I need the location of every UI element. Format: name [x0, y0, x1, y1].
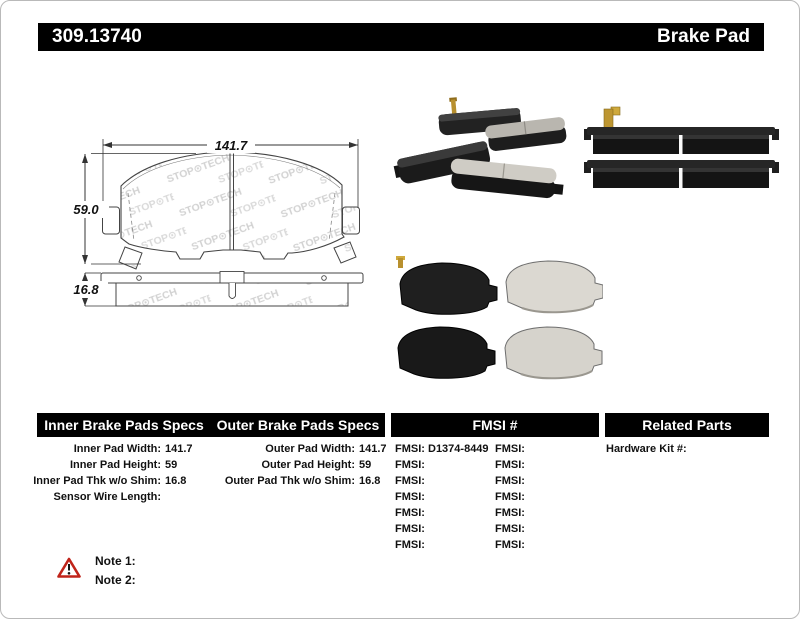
spec-value: [687, 441, 691, 457]
spec-row: [31, 473, 207, 489]
part-number: 309.13740: [52, 26, 142, 47]
sensor-pin: [451, 99, 457, 115]
fmsi-row: FMSI:: [495, 491, 525, 503]
outer-specs-column: [207, 441, 399, 489]
spec-value: 59: [359, 459, 372, 471]
dim-height-label: 59.0: [73, 202, 99, 217]
pad-front-view: [121, 152, 344, 259]
plate-center-tab: [220, 272, 244, 284]
brake-pad-edge: [584, 160, 779, 188]
fmsi-header: FMSI #: [472, 417, 518, 433]
warning-triangle-icon: [57, 557, 81, 579]
header-bar: [38, 23, 764, 51]
technical-drawing: [41, 126, 386, 321]
fmsi-row: FMSI:: [495, 459, 525, 471]
dim-arrow: [103, 142, 112, 148]
spec-label: Sensor Wire Length:: [53, 491, 161, 503]
fmsi-row: FMSI:: [395, 523, 425, 535]
friction-center-slot: [229, 283, 236, 299]
related-parts-header-bar: [605, 413, 769, 437]
spec-value: 16.8: [359, 475, 381, 487]
brake-pad-edge-with-clip: [584, 107, 779, 154]
spec-label: Hardware Kit #:: [606, 443, 687, 455]
spec-row: [606, 441, 771, 457]
fmsi-row: FMSI:: [495, 539, 525, 551]
spec-label: Outer Pad Height:: [261, 459, 355, 471]
sensor-clip: [604, 109, 613, 129]
spec-value: 16.8: [165, 475, 187, 487]
fmsi-row: FMSI:: [395, 539, 425, 551]
pad-ear-right: [343, 207, 360, 234]
inner-specs-column: [31, 441, 207, 505]
spec-label: Outer Pad Thk w/o Shim:: [224, 475, 355, 487]
spec-label: Inner Pad Thk w/o Shim:: [33, 475, 161, 487]
brake-pad-friction-view: [506, 261, 603, 312]
fmsi-header-bar: [391, 413, 599, 437]
spec-value: 141.7: [359, 443, 387, 455]
fmsi-row: FMSI:: [495, 523, 525, 535]
dim-thickness-label: 16.8: [73, 282, 99, 297]
sensor-clip: [398, 258, 403, 268]
brake-pad-back-view: [398, 327, 495, 378]
fmsi-row: FMSI:: [395, 507, 425, 519]
fmsi-row: FMSI:: [395, 491, 425, 503]
spec-row: [31, 441, 207, 457]
spec-row: [31, 457, 207, 473]
rivet-hole: [137, 276, 142, 281]
spec-value: 141.7: [165, 443, 193, 455]
dim-arrow: [82, 273, 88, 281]
specs-header-bar: [37, 413, 385, 437]
fmsi-column-1: [395, 441, 495, 553]
pad-nub-left: [119, 247, 142, 269]
spec-row: [207, 457, 399, 473]
fmsi-row: FMSI:: [395, 459, 425, 471]
dim-arrow: [349, 142, 358, 148]
spec-row: [31, 489, 207, 505]
brake-pad-back-view: [396, 256, 497, 314]
product-name: Brake Pad: [657, 26, 750, 47]
product-photo-pads-edge-view: [584, 96, 779, 208]
brake-pad-friction-up: [449, 158, 566, 200]
note-2: Note 2:: [95, 573, 136, 587]
product-photo-pads-front-back: [388, 254, 603, 386]
fmsi-row: FMSI:: [495, 443, 525, 455]
fmsi-row: FMSI: D1374-8449: [395, 443, 489, 455]
pad-nub-right: [334, 242, 356, 263]
spec-value: [161, 489, 165, 505]
dim-arrow: [82, 154, 88, 163]
dim-width-label: 141.7: [214, 138, 248, 153]
related-parts-column: [606, 441, 771, 457]
dim-arrow: [82, 298, 88, 306]
rivet-hole: [322, 276, 327, 281]
spec-row: [207, 473, 399, 489]
fmsi-column-2: [495, 441, 595, 553]
fmsi-row: FMSI:: [495, 507, 525, 519]
spec-label: Inner Pad Height:: [69, 459, 161, 471]
note-1: Note 1:: [95, 554, 136, 568]
product-photo-pad-set-angled: [393, 87, 568, 219]
spec-row: [207, 441, 399, 457]
brake-pad-friction-view: [505, 327, 602, 378]
outer-specs-header: Outer Brake Pads Specs: [216, 417, 380, 433]
related-parts-header: Related Parts: [642, 417, 732, 433]
inner-specs-header: Inner Brake Pads Specs: [44, 417, 204, 433]
dim-arrow: [82, 255, 88, 264]
spec-value: 59: [165, 459, 178, 471]
notes-block: [95, 552, 136, 590]
fmsi-row: FMSI:: [495, 475, 525, 487]
spec-label: Inner Pad Width:: [73, 443, 161, 455]
fmsi-row: FMSI:: [395, 475, 425, 487]
spec-label: Outer Pad Width:: [265, 443, 355, 455]
